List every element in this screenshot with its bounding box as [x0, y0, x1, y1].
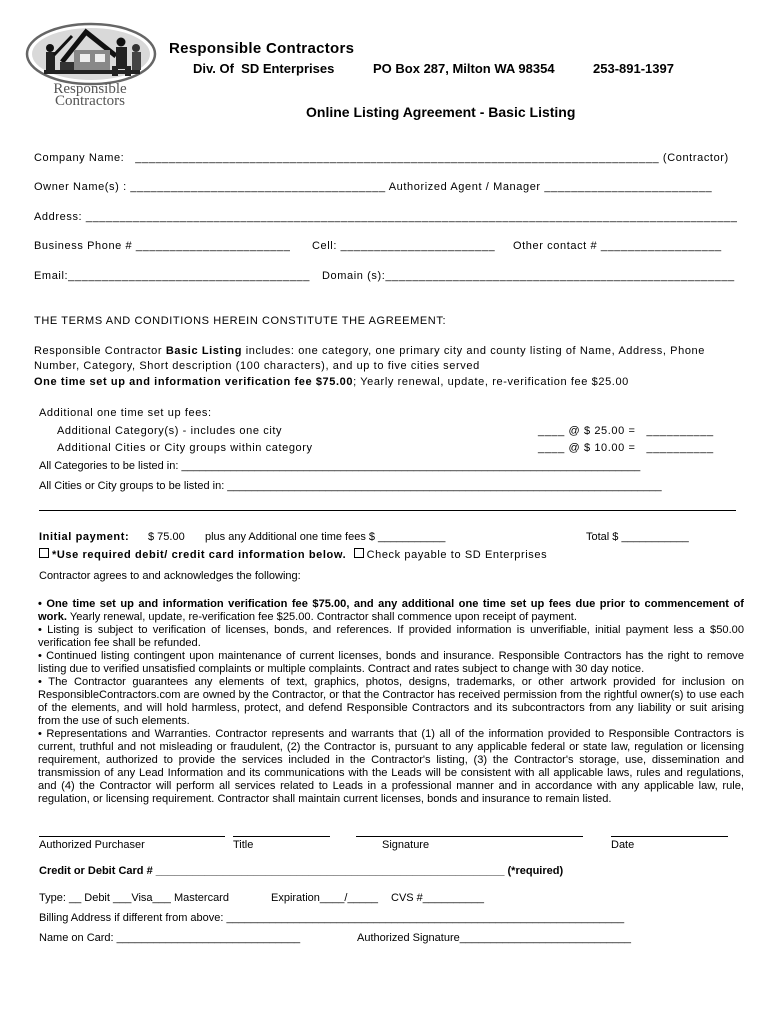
other-contact-field[interactable]: Other contact # __________________	[513, 240, 722, 252]
terms-heading: THE TERMS AND CONDITIONS HEREIN CONSTITUTE THE AGREEMENT:	[34, 315, 447, 327]
name-on-card-field[interactable]: Name on Card: ______________________________	[39, 932, 301, 944]
term-fees-rest: Yearly renewal, update, re-verification fee $25.00. Contractor shall commence upon receipt of payment.	[66, 611, 577, 623]
business-phone-field[interactable]: Business Phone # _______________________	[34, 240, 291, 252]
expiration-field[interactable]: Expiration____/_____	[271, 892, 379, 904]
company-phone: 253-891-1397	[593, 61, 674, 76]
basic-listing-label: Basic Listing	[165, 345, 243, 357]
contractor-agrees: Contractor agrees to and acknowledges the following:	[39, 570, 301, 582]
date-label: Date	[611, 839, 635, 851]
additional-cities-price[interactable]: ____ @ $ 10.00 = __________	[538, 442, 714, 454]
owner-names-field[interactable]: Owner Name(s) : ______________________________________ Authorized Agent / Manager _________________________	[34, 181, 713, 193]
term-fees-bold: • One time set up and information verification fee $75.00, and any additional one time set up fees due prior to commencement of work.	[38, 598, 744, 623]
date-line[interactable]	[611, 836, 728, 837]
basic-listing-line2: Number, Category, Short description (100 characters), and up to five cities served	[34, 360, 480, 372]
page-title: Online Listing Agreement - Basic Listing	[306, 104, 576, 120]
additional-category-price[interactable]: ____ @ $ 25.00 = __________	[538, 425, 714, 437]
setup-fee-bold: One time set up and information verification fee $75.00	[34, 376, 354, 388]
term-item-warranties: • Representations and Warranties. Contractor represents and warrants that (1) all of the information provided to Responsible Contractors is current, truthful and not misleading or fraudulent, (2) the Contractor is, pursuant to any applicable federal or state law, regulation or licensing requirement, authorized to provide the services included in the Contractor's listing, (3) the Contractor's storage, use, dissemination and transmission of any Lead Information and its communications with the Leads will be consistent with all applicable laws, rules and regulations, and (4) the Contractor will perform all services related to Leads in a professional manner and in accordance with any applicable law, rule, regulation, or licensing requirement. Contractor shall maintain current licenses, bonds and insurance to remain listed.	[38, 728, 744, 805]
logo-text-line2: Contractors	[55, 93, 125, 109]
additional-cities-label: Additional Cities or City groups within category	[57, 442, 313, 454]
section-divider	[39, 510, 736, 511]
term-item-fees	[38, 598, 744, 624]
email-field[interactable]: Email:____________________________________	[34, 270, 310, 282]
term-item-verification: • Listing is subject to verification of licenses, bonds, and references. If provided information is unverifiable, initial payment less a $50.00 verification fee shall be refunded.	[38, 624, 744, 649]
domain-field[interactable]: Domain (s):____________________________________________________	[322, 270, 735, 282]
basic-intro-rest: includes: one category, one primary city and county listing of Name, Address, Phone	[242, 345, 705, 357]
mailing-address: PO Box 287, Milton WA 98354	[373, 61, 555, 76]
additional-category-label: Additional Category(s) - includes one city	[57, 425, 283, 437]
authorized-signature-field[interactable]: Authorized Signature____________________________	[357, 932, 632, 944]
authorized-purchaser-label: Authorized Purchaser	[39, 839, 145, 851]
purchaser-signature-line[interactable]	[39, 836, 225, 837]
title-label: Title	[233, 839, 254, 851]
check-checkbox[interactable]	[354, 548, 364, 558]
basic-listing-intro	[34, 345, 705, 357]
title-signature-line[interactable]	[233, 836, 330, 837]
term-item-continued-listing: • Continued listing contingent upon maintenance of current licenses, bonds and insurance. Responsible Contractors has the right to remove listing due to verified unsatisfied complaints or multiple complaints. Contract and rates subject to change with 30 day notice.	[38, 650, 744, 675]
payment-method-row	[39, 548, 547, 561]
card-checkbox[interactable]	[39, 548, 49, 558]
signature-label: Signature	[382, 839, 430, 851]
setup-fee-line	[34, 376, 629, 388]
address-field[interactable]: Address: _________________________________________________________________________________________________	[34, 211, 738, 223]
check-option-label: Check payable to SD Enterprises	[366, 549, 548, 561]
initial-payment-amount: $ 75.00	[148, 531, 185, 543]
cities-listed-field[interactable]: All Cities or City groups to be listed in: _______________________________________________________________________	[39, 480, 662, 492]
additional-fees-heading: Additional one time set up fees:	[39, 407, 212, 419]
total-field[interactable]: Total $ ___________	[586, 531, 689, 543]
cell-field[interactable]: Cell: _______________________	[312, 240, 496, 252]
division-name: Div. Of SD Enterprises	[193, 61, 335, 76]
initial-payment-label: Initial payment:	[39, 531, 130, 543]
additional-fees-field[interactable]: plus any Additional one time fees $ ___________	[205, 531, 446, 543]
categories-listed-field[interactable]: All Categories to be listed in: ___________________________________________________________________________	[39, 460, 641, 472]
cvs-field[interactable]: CVS #__________	[391, 892, 484, 904]
card-type-field[interactable]: Type: __ Debit ___Visa___ Mastercard	[39, 892, 229, 904]
card-number-field[interactable]: Credit or Debit Card # _________________________________________________________ (*required)	[39, 865, 564, 877]
billing-address-field[interactable]: Billing Address if different from above: _________________________________________________________________	[39, 912, 625, 924]
terms-list	[38, 598, 744, 806]
company-name-field[interactable]: Company Name: ______________________________________________________________________________ (Contractor)	[34, 152, 729, 164]
card-option-label: *Use required debit/ credit card information below.	[52, 549, 347, 561]
setup-fee-rest: ; Yearly renewal, update, re-verification fee $25.00	[353, 376, 629, 388]
logo-text-line1: Responsible	[53, 81, 127, 97]
company-name-header: Responsible Contractors	[169, 40, 355, 57]
contractors-logo-icon	[24, 22, 158, 88]
signature-line[interactable]	[356, 836, 583, 837]
term-item-artwork: • The Contractor guarantees any elements of text, graphics, photos, designs, trademarks, or other artwork provided for inclusion on ResponsibleContractors.com are owned by the Contractor, or that the Contractor has received permission from the rightful owner(s) to use each of the elements, and will hold harmless, protect, and defend Responsible Contractors and its subcontractors from any liability or suit arising from the use of such elements.	[38, 676, 744, 727]
basic-intro-prefix: Responsible Contractor	[34, 345, 166, 357]
